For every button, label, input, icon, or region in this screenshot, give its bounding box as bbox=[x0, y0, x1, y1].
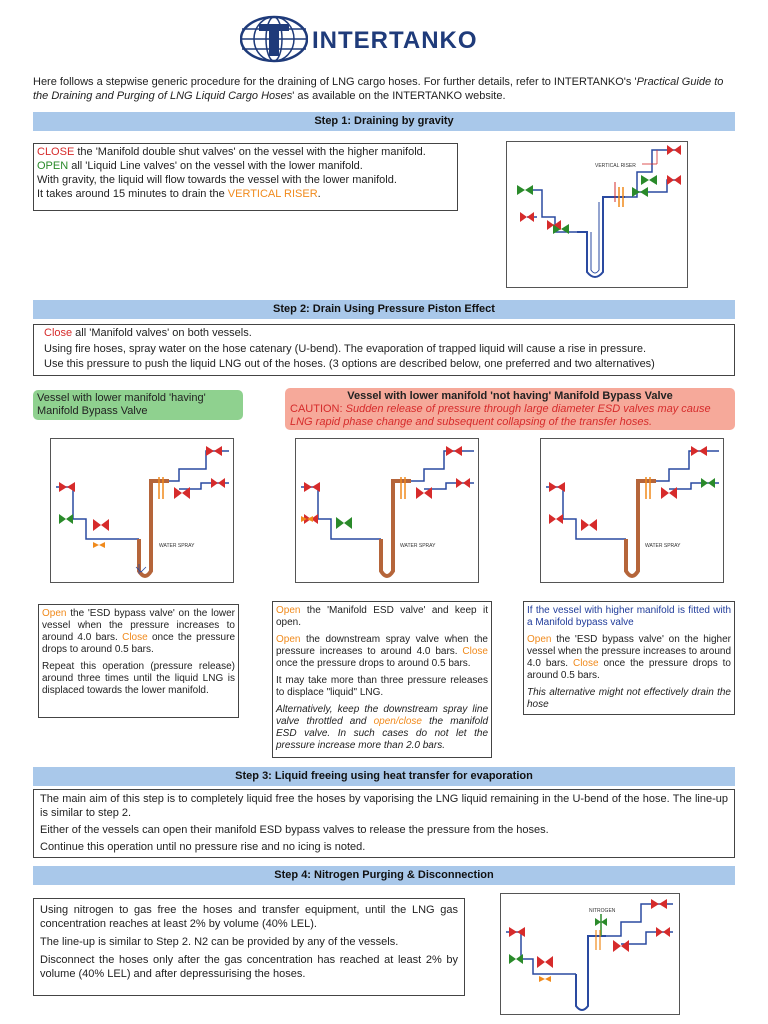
option2-text-box: Open the 'Manifold ESD valve' and keep it open. Open the downstream spray valve when the pressure increases to around 4.0 bars. Close once the pressure drops to around 0.5 bars. It may take more than three pressure releases to displace "liquid" LNG. Alternatively, keep the downstream spray line valve throttled and open/close the manifold ESD valve. In such cases do not let the pressure increase more than 2.0 bars. bbox=[272, 601, 492, 758]
step2-title: Step 2: Drain Using Pressure Piston Effect bbox=[33, 300, 735, 319]
step4-text-box: Using nitrogen to gas free the hoses and transfer equipment, until the LNG gas concentration reaches at least 2% by volume (40% LEL). The line-up is similar to Step 2. N2 can be provided by any of the vessels. Disconnect the hoses only after the gas concentration has reached at least 2% by volume (40% LEL) and after depressurising the hoses. bbox=[33, 898, 465, 996]
step3-text-box: The main aim of this step is to completely liquid free the hoses by vaporising the LNG liquid remaining in the U-bend of the hose. The line-up is similar to step 2. Either of the vessels can open their manifold ESD bypass valves to release the pressure from the hoses. Continue this operation until no pressure rise and no icing is noted. bbox=[33, 789, 735, 858]
option3-text-box: If the vessel with higher manifold is fitted with a Manifold bypass valve Open the 'ESD bypass valve' on the higher vessel when the pressure increases to around 4.0 bars. Close once the pressure drops to around 0.5 bars. This alternative might not effectively drain the hose bbox=[523, 601, 735, 715]
logo-globe-icon bbox=[240, 15, 308, 63]
option1-text-box: Open the 'ESD bypass valve' on the lower vessel when the pressure increases to around 4.0 bars. Close once the pressure drops to around 0.5 bars. Repeat this operation (pressure release) around three times until the liquid LNG is displaced towards the lower manifold. bbox=[38, 604, 239, 718]
step1-title: Step 1: Draining by gravity bbox=[33, 112, 735, 131]
option-red-label: Vessel with lower manifold 'not having' Manifold Bypass Valve CAUTION: Sudden release of pressure through large diameter ESD valves may cause LNG rapid phase change and subsequent collapsing of the transfer hoses. bbox=[285, 388, 735, 430]
step2-diagram-2 bbox=[295, 438, 479, 583]
brand-name: INTERTANKO bbox=[312, 27, 478, 54]
step2-diagram-3 bbox=[540, 438, 724, 583]
step4-diagram bbox=[500, 893, 680, 1015]
option-green-label: Vessel with lower manifold 'having' Manifold Bypass Valve bbox=[33, 390, 243, 420]
vertical-riser-label: VERTICAL RISER bbox=[595, 163, 636, 169]
intro-paragraph: Here follows a stepwise generic procedure for the draining of LNG cargo hoses. For further details, refer to INTERTANKO's 'Practical Guide to the Draining and Purging of LNG Liquid Cargo Hoses' as available on the INTERTANKO website. bbox=[33, 76, 724, 102]
step1-text-box: CLOSE the 'Manifold double shut valves' on the vessel with the higher manifold. OPEN all 'Liquid Line valves' on the vessel with the lower manifold. With gravity, the liquid will flow towards the vessel with the lower manifold. It takes around 15 minutes to drain the VERTICAL RISER. bbox=[33, 143, 458, 211]
step3-title: Step 3: Liquid freeing using heat transfer for evaporation bbox=[33, 767, 735, 786]
water-spray-label: WATER SPRAY bbox=[400, 543, 436, 549]
water-spray-label: WATER SPRAY bbox=[159, 543, 195, 549]
water-spray-label: WATER SPRAY bbox=[645, 543, 681, 549]
step2-text-box: Close all 'Manifold valves' on both vessels. Using fire hoses, spray water on the hose catenary (U-bend). The evaporation of trapped liquid will cause a rise in pressure. Use this pressure to push the liquid LNG out of the hoses. (3 options are described below, one preferred and two alternatives) bbox=[33, 324, 735, 376]
step2-diagram-1 bbox=[50, 438, 234, 583]
step4-title: Step 4: Nitrogen Purging & Disconnection bbox=[33, 866, 735, 885]
step1-diagram bbox=[506, 141, 688, 288]
nitrogen-label: NITROGEN bbox=[589, 908, 616, 914]
